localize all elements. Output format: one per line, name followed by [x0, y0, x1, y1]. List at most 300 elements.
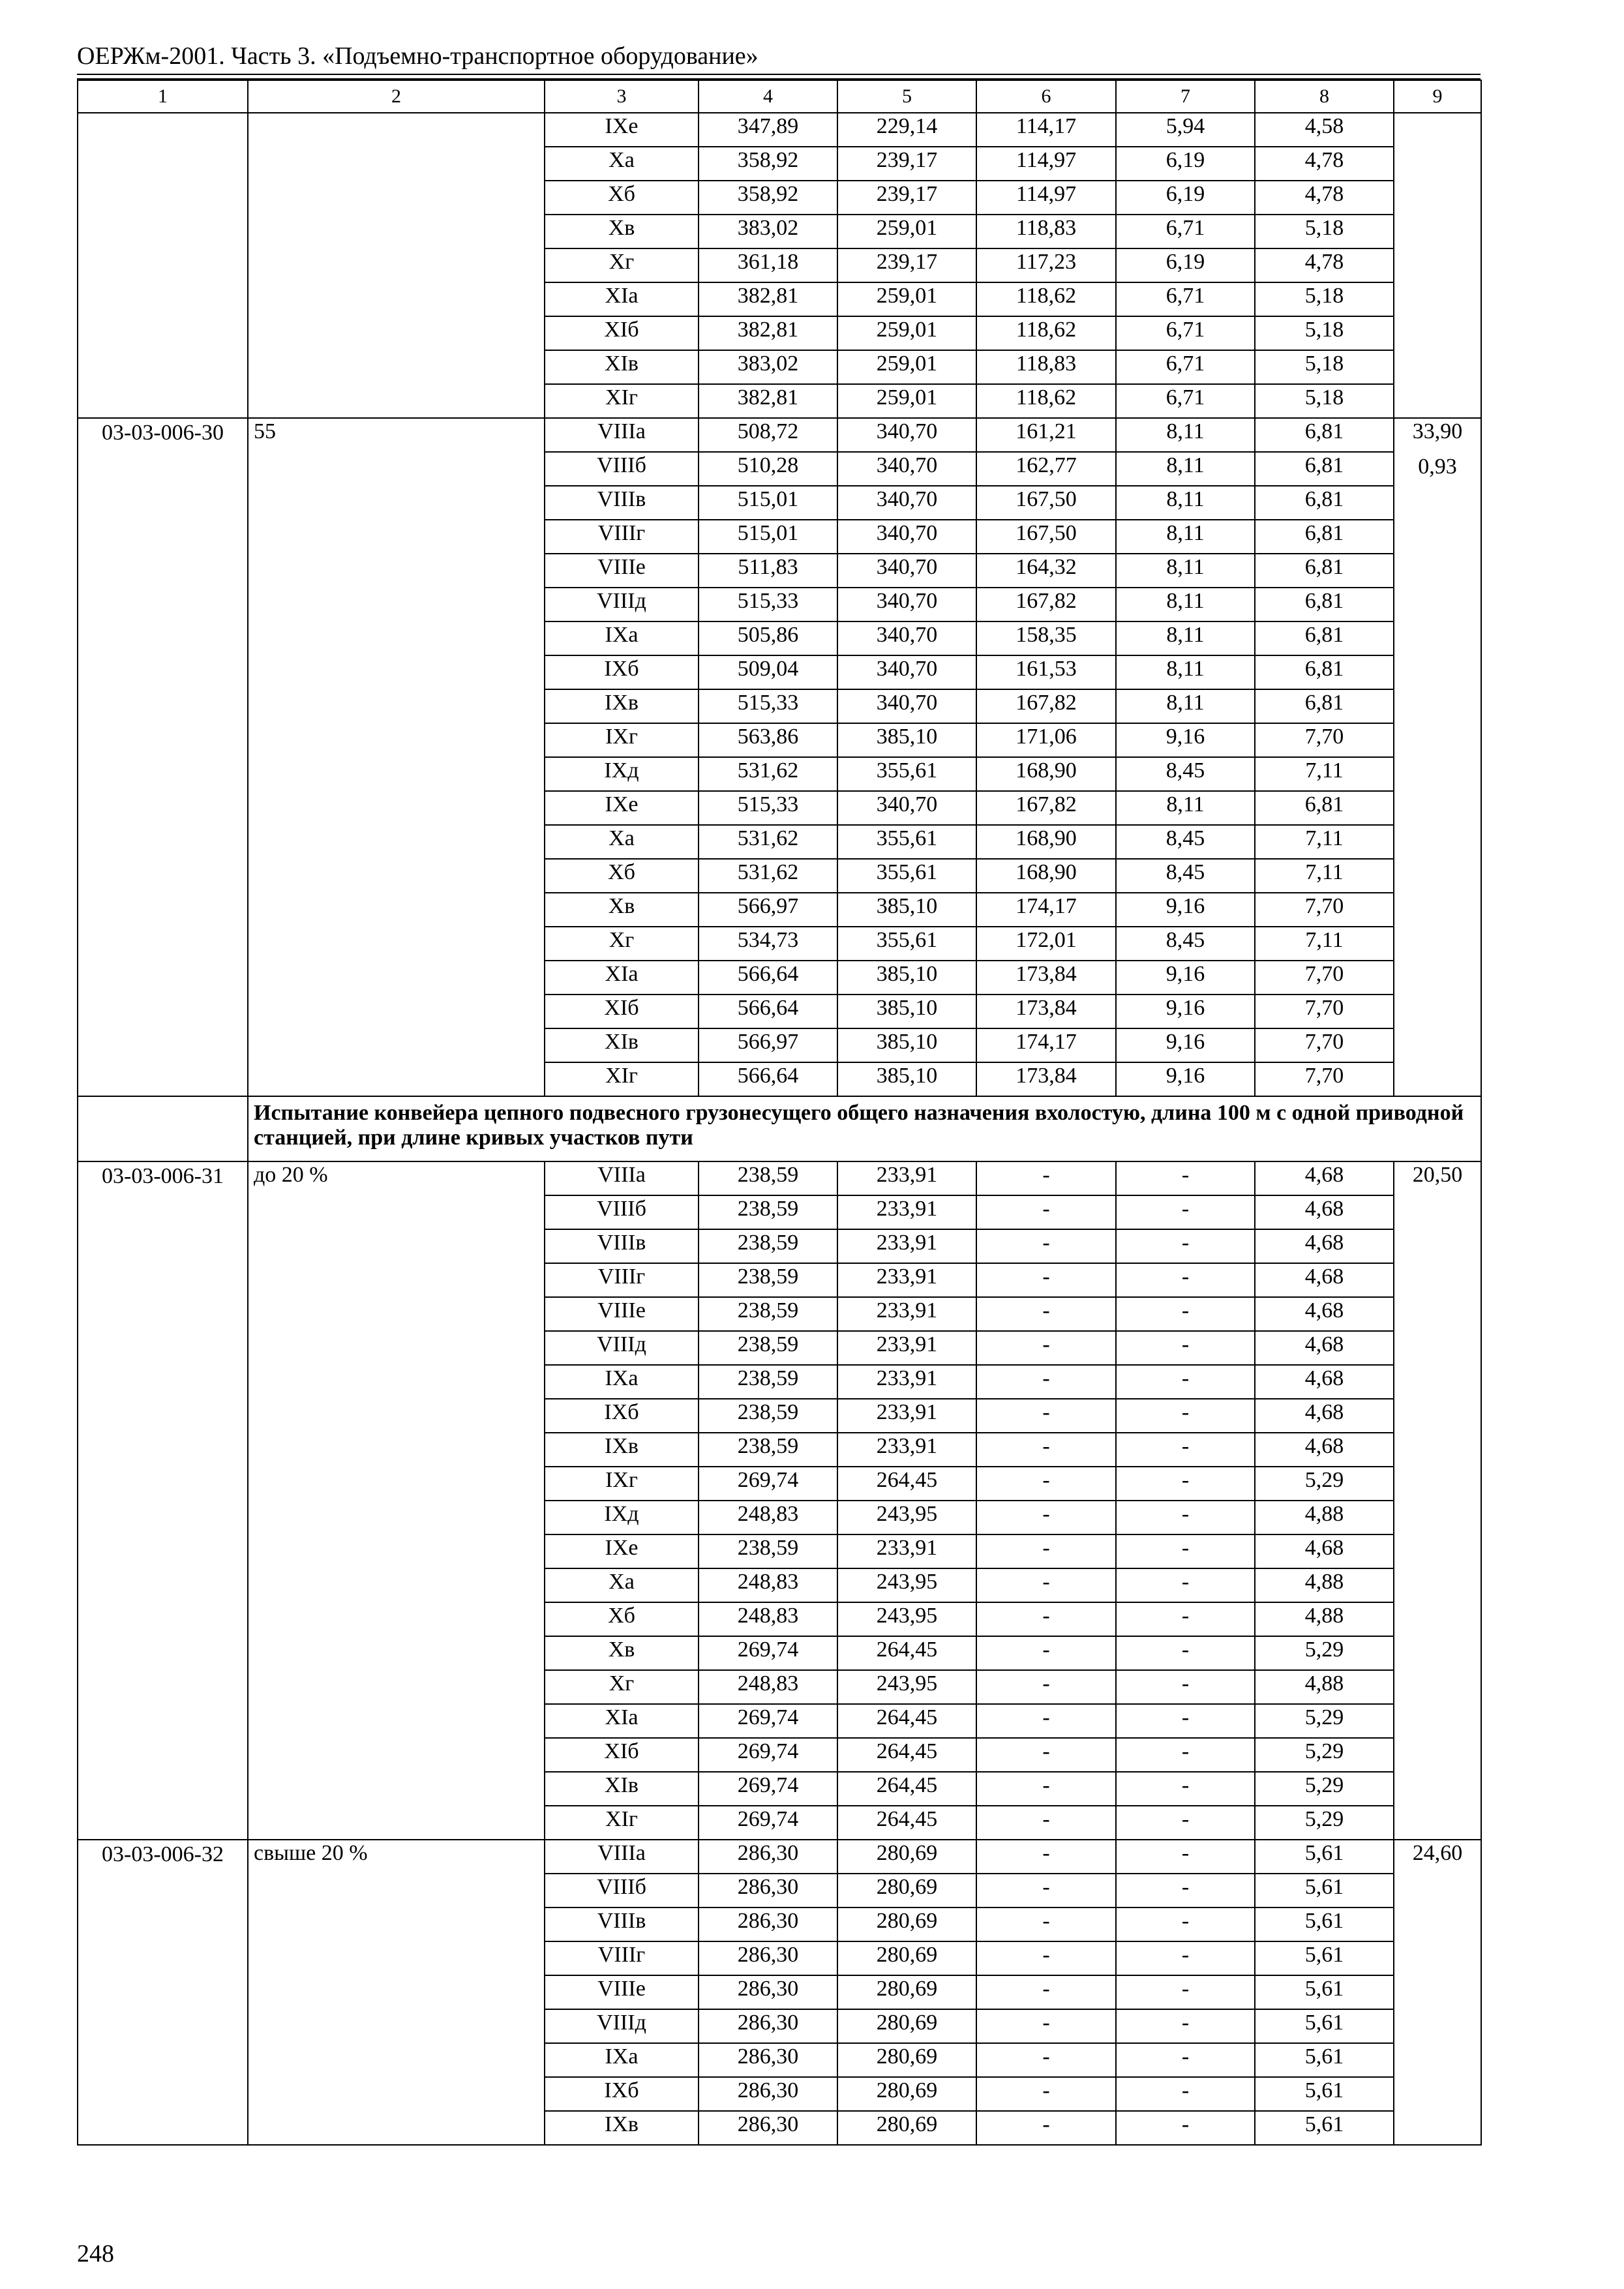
column-number-cell: 6 — [976, 80, 1116, 113]
table-row — [78, 1161, 1481, 1195]
value-cell-col6: - — [976, 1874, 1116, 1908]
value-cell-col8: 5,18 — [1255, 215, 1394, 248]
value-cell-col4: 238,59 — [699, 1365, 837, 1399]
value-cell-col8: 4,68 — [1255, 1399, 1394, 1433]
section-heading: Испытание конвейера цепного подвесного грузонесущего общего назначения вхолостую, длина 100 м с одной приводной станцией, при длине кривых участков пути — [248, 1096, 1481, 1161]
value-cell-col6: - — [976, 2043, 1116, 2077]
header-rule-top — [77, 74, 1481, 75]
value-cell-col4: 238,59 — [699, 1297, 837, 1331]
value-cell-col7: - — [1116, 2043, 1255, 2077]
value-cell-col4: 531,62 — [699, 825, 837, 859]
value-cell-col7: - — [1116, 1908, 1255, 1941]
value-cell-col4: 566,64 — [699, 1062, 837, 1096]
value-cell-col3: IXг — [545, 723, 699, 757]
value-cell-col3: VIIIг — [545, 520, 699, 554]
value-cell-col5: 280,69 — [837, 2043, 976, 2077]
value-cell-col8: 5,61 — [1255, 2077, 1394, 2111]
value-cell-col5: 340,70 — [837, 791, 976, 825]
value-cell-col8: 6,81 — [1255, 554, 1394, 588]
value-cell-col6: 173,84 — [976, 961, 1116, 995]
table-row — [78, 1840, 1481, 1874]
value-cell-col3: XIв — [545, 1028, 699, 1062]
value-cell-col6: - — [976, 2077, 1116, 2111]
value-cell-col7: - — [1116, 2009, 1255, 2043]
value-cell-col8: 7,70 — [1255, 961, 1394, 995]
value-cell-col3: XIa — [545, 1704, 699, 1738]
value-cell-col6: 118,62 — [976, 316, 1116, 350]
value-cell-col4: 515,33 — [699, 588, 837, 621]
value-cell-col5: 233,91 — [837, 1195, 976, 1229]
value-cell-col5: 355,61 — [837, 825, 976, 859]
value-cell-col3: VIIIв — [545, 486, 699, 520]
value-cell-col4: 358,92 — [699, 147, 837, 181]
value-cell-col7: - — [1116, 1975, 1255, 2009]
value-cell-col8: 5,61 — [1255, 2111, 1394, 2145]
value-cell-col4: 238,59 — [699, 1331, 837, 1365]
value-cell-col4: 269,74 — [699, 1738, 837, 1772]
value-cell-col5: 233,91 — [837, 1365, 976, 1399]
value-cell-col3: IXa — [545, 1365, 699, 1399]
labor-cost-value: 24,60 — [1412, 1841, 1463, 1865]
value-cell-col6: 167,50 — [976, 520, 1116, 554]
value-cell-col3: Xa — [545, 147, 699, 181]
value-cell-col7: - — [1116, 1738, 1255, 1772]
value-cell-col4: 269,74 — [699, 1636, 837, 1670]
column-number-cell: 7 — [1116, 80, 1255, 113]
value-cell-col4: 248,83 — [699, 1568, 837, 1602]
value-cell-col8: 6,81 — [1255, 689, 1394, 723]
value-cell-col3: IXг — [545, 1467, 699, 1501]
value-cell-col3: IXe — [545, 1534, 699, 1568]
value-cell-col5: 233,91 — [837, 1399, 976, 1433]
value-cell-col3: XIa — [545, 961, 699, 995]
value-cell-col5: 385,10 — [837, 893, 976, 927]
value-cell-col6: - — [976, 1772, 1116, 1806]
value-cell-col7: - — [1116, 1399, 1255, 1433]
value-cell-col5: 340,70 — [837, 588, 976, 621]
value-cell-col4: 531,62 — [699, 859, 837, 893]
value-cell-col7: - — [1116, 1433, 1255, 1467]
labor-cost-value: 20,50 — [1412, 1163, 1463, 1187]
value-cell-col7: 9,16 — [1116, 893, 1255, 927]
value-cell-col8: 5,61 — [1255, 2009, 1394, 2043]
value-cell-col4: 515,33 — [699, 689, 837, 723]
rate-code-cell: 03-03-006-31 — [78, 1161, 248, 1840]
value-cell-col7: 8,11 — [1116, 554, 1255, 588]
value-cell-col8: 5,18 — [1255, 384, 1394, 418]
value-cell-col5: 233,91 — [837, 1433, 976, 1467]
value-cell-col5: 280,69 — [837, 1941, 976, 1975]
value-cell-col6: - — [976, 2111, 1116, 2145]
value-cell-col5: 385,10 — [837, 723, 976, 757]
value-cell-col8: 7,70 — [1255, 1062, 1394, 1096]
value-cell-col3: IXд — [545, 1501, 699, 1534]
value-cell-col6: 114,97 — [976, 147, 1116, 181]
rate-code-cell: 03-03-006-30 — [78, 418, 248, 1096]
value-cell-col3: VIIIб — [545, 1874, 699, 1908]
value-cell-col3: IXб — [545, 2077, 699, 2111]
value-cell-col5: 340,70 — [837, 418, 976, 452]
value-cell-col7: 6,19 — [1116, 147, 1255, 181]
value-cell-col6: 168,90 — [976, 757, 1116, 791]
value-cell-col6: 167,82 — [976, 689, 1116, 723]
value-cell-col7: 9,16 — [1116, 1028, 1255, 1062]
column-number-row — [78, 80, 1481, 113]
value-cell-col5: 280,69 — [837, 2009, 976, 2043]
value-cell-col5: 355,61 — [837, 927, 976, 961]
value-cell-col8: 5,61 — [1255, 1840, 1394, 1874]
value-cell-col4: 286,30 — [699, 2077, 837, 2111]
value-cell-col8: 7,11 — [1255, 859, 1394, 893]
value-cell-col7: 6,71 — [1116, 282, 1255, 316]
labor-cost-cell — [1394, 1161, 1481, 1840]
value-cell-col7: 8,45 — [1116, 757, 1255, 791]
value-cell-col8: 6,81 — [1255, 621, 1394, 655]
value-cell-col7: 8,11 — [1116, 418, 1255, 452]
value-cell-col8: 4,68 — [1255, 1534, 1394, 1568]
value-cell-col3: VIIIб — [545, 452, 699, 486]
value-cell-col3: Xб — [545, 859, 699, 893]
value-cell-col4: 534,73 — [699, 927, 837, 961]
value-cell-col6: 168,90 — [976, 825, 1116, 859]
value-cell-col6: 162,77 — [976, 452, 1116, 486]
value-cell-col4: 286,30 — [699, 1874, 837, 1908]
value-cell-col7: 8,11 — [1116, 520, 1255, 554]
value-cell-col8: 5,61 — [1255, 1941, 1394, 1975]
value-cell-col5: 385,10 — [837, 1062, 976, 1096]
value-cell-col5: 280,69 — [837, 1975, 976, 2009]
value-cell-col8: 5,18 — [1255, 316, 1394, 350]
section-heading-spacer — [78, 1096, 248, 1161]
value-cell-col8: 4,58 — [1255, 113, 1394, 147]
value-cell-col8: 4,78 — [1255, 147, 1394, 181]
value-cell-col4: 563,86 — [699, 723, 837, 757]
table-row — [78, 113, 1481, 147]
value-cell-col6: 173,84 — [976, 995, 1116, 1028]
value-cell-col4: 238,59 — [699, 1399, 837, 1433]
value-cell-col5: 229,14 — [837, 113, 976, 147]
value-cell-col4: 248,83 — [699, 1602, 837, 1636]
value-cell-col3: Xa — [545, 825, 699, 859]
value-cell-col4: 286,30 — [699, 1840, 837, 1874]
value-cell-col3: XIб — [545, 995, 699, 1028]
value-cell-col7: - — [1116, 1568, 1255, 1602]
value-cell-col7: - — [1116, 1467, 1255, 1501]
value-cell-col6: 118,83 — [976, 215, 1116, 248]
value-cell-col6: - — [976, 1161, 1116, 1195]
value-cell-col4: 248,83 — [699, 1670, 837, 1704]
value-cell-col3: Xг — [545, 927, 699, 961]
value-cell-col6: - — [976, 1263, 1116, 1297]
value-cell-col6: 118,62 — [976, 282, 1116, 316]
value-cell-col4: 510,28 — [699, 452, 837, 486]
value-cell-col5: 385,10 — [837, 1028, 976, 1062]
value-cell-col7: - — [1116, 1161, 1255, 1195]
value-cell-col4: 269,74 — [699, 1467, 837, 1501]
value-cell-col3: XIв — [545, 350, 699, 384]
value-cell-col4: 269,74 — [699, 1772, 837, 1806]
value-cell-col6: - — [976, 1229, 1116, 1263]
column-number-cell: 4 — [699, 80, 837, 113]
value-cell-col4: 269,74 — [699, 1806, 837, 1840]
value-cell-col7: - — [1116, 1229, 1255, 1263]
value-cell-col5: 355,61 — [837, 757, 976, 791]
column-number-cell: 9 — [1394, 80, 1481, 113]
value-cell-col4: 566,64 — [699, 995, 837, 1028]
value-cell-col7: - — [1116, 1195, 1255, 1229]
value-cell-col4: 248,83 — [699, 1501, 837, 1534]
value-cell-col4: 566,97 — [699, 1028, 837, 1062]
value-cell-col7: 6,71 — [1116, 384, 1255, 418]
column-number-cell: 8 — [1255, 80, 1394, 113]
value-cell-col4: 286,30 — [699, 2009, 837, 2043]
value-cell-col5: 243,95 — [837, 1670, 976, 1704]
value-cell-col8: 5,61 — [1255, 1975, 1394, 2009]
value-cell-col4: 515,33 — [699, 791, 837, 825]
value-cell-col5: 233,91 — [837, 1331, 976, 1365]
value-cell-col5: 355,61 — [837, 859, 976, 893]
value-cell-col8: 4,68 — [1255, 1161, 1394, 1195]
value-cell-col8: 7,11 — [1255, 825, 1394, 859]
value-cell-col4: 286,30 — [699, 1975, 837, 2009]
value-cell-col6: 168,90 — [976, 859, 1116, 893]
page-header-title: ОЕРЖм-2001. Часть 3. «Подъемно-транспортное оборудование» — [77, 42, 759, 70]
value-cell-col6: - — [976, 1806, 1116, 1840]
value-cell-col5: 340,70 — [837, 621, 976, 655]
value-cell-col4: 515,01 — [699, 486, 837, 520]
value-cell-col6: - — [976, 1670, 1116, 1704]
table-row — [78, 418, 1481, 452]
value-cell-col5: 233,91 — [837, 1229, 976, 1263]
value-cell-col5: 385,10 — [837, 961, 976, 995]
value-cell-col3: IXв — [545, 689, 699, 723]
value-cell-col6: 171,06 — [976, 723, 1116, 757]
parameter-cell: до 20 % — [248, 1161, 545, 1840]
value-cell-col6: - — [976, 1568, 1116, 1602]
value-cell-col7: - — [1116, 1331, 1255, 1365]
value-cell-col5: 280,69 — [837, 2077, 976, 2111]
value-cell-col7: - — [1116, 1297, 1255, 1331]
value-cell-col7: - — [1116, 1941, 1255, 1975]
value-cell-col6: 161,53 — [976, 655, 1116, 689]
value-cell-col3: XIa — [545, 282, 699, 316]
value-cell-col3: VIIIe — [545, 1975, 699, 2009]
value-cell-col6: 161,21 — [976, 418, 1116, 452]
value-cell-col5: 264,45 — [837, 1636, 976, 1670]
value-cell-col7: 9,16 — [1116, 1062, 1255, 1096]
value-cell-col6: - — [976, 1975, 1116, 2009]
value-cell-col8: 7,11 — [1255, 927, 1394, 961]
value-cell-col7: 8,11 — [1116, 486, 1255, 520]
value-cell-col3: IXв — [545, 1433, 699, 1467]
value-cell-col5: 340,70 — [837, 655, 976, 689]
value-cell-col3: IXв — [545, 2111, 699, 2145]
value-cell-col5: 259,01 — [837, 316, 976, 350]
value-cell-col4: 238,59 — [699, 1263, 837, 1297]
value-cell-col6: - — [976, 1602, 1116, 1636]
value-cell-col8: 7,70 — [1255, 893, 1394, 927]
value-cell-col3: Xв — [545, 215, 699, 248]
value-cell-col3: Xв — [545, 893, 699, 927]
value-cell-col3: VIIIe — [545, 1297, 699, 1331]
value-cell-col7: 8,45 — [1116, 927, 1255, 961]
value-cell-col6: - — [976, 1704, 1116, 1738]
value-cell-col4: 383,02 — [699, 215, 837, 248]
value-cell-col3: VIIIa — [545, 1840, 699, 1874]
column-number-cell: 1 — [78, 80, 248, 113]
value-cell-col5: 239,17 — [837, 181, 976, 215]
value-cell-col6: - — [976, 1534, 1116, 1568]
rate-code-cell: 03-03-006-32 — [78, 1840, 248, 2145]
value-cell-col6: - — [976, 1840, 1116, 1874]
value-cell-col7: - — [1116, 1602, 1255, 1636]
value-cell-col5: 340,70 — [837, 486, 976, 520]
value-cell-col3: Xб — [545, 181, 699, 215]
value-cell-col5: 259,01 — [837, 282, 976, 316]
value-cell-col5: 264,45 — [837, 1772, 976, 1806]
value-cell-col4: 509,04 — [699, 655, 837, 689]
value-cell-col6: - — [976, 1467, 1116, 1501]
value-cell-col6: 174,17 — [976, 1028, 1116, 1062]
value-cell-col8: 6,81 — [1255, 655, 1394, 689]
value-cell-col7: 6,71 — [1116, 316, 1255, 350]
value-cell-col7: 5,94 — [1116, 113, 1255, 147]
value-cell-col3: Xa — [545, 1568, 699, 1602]
value-cell-col4: 358,92 — [699, 181, 837, 215]
value-cell-col3: IXe — [545, 791, 699, 825]
value-cell-col6: - — [976, 1433, 1116, 1467]
value-cell-col8: 5,61 — [1255, 1908, 1394, 1941]
value-cell-col8: 6,81 — [1255, 520, 1394, 554]
value-cell-col3: VIIIa — [545, 418, 699, 452]
value-cell-col6: 117,23 — [976, 248, 1116, 282]
value-cell-col4: 238,59 — [699, 1534, 837, 1568]
value-cell-col7: 6,19 — [1116, 248, 1255, 282]
value-cell-col4: 361,18 — [699, 248, 837, 282]
value-cell-col6: 118,62 — [976, 384, 1116, 418]
value-cell-col4: 383,02 — [699, 350, 837, 384]
value-cell-col8: 6,81 — [1255, 452, 1394, 486]
value-cell-col4: 505,86 — [699, 621, 837, 655]
value-cell-col8: 5,61 — [1255, 2043, 1394, 2077]
column-number-cell: 2 — [248, 80, 545, 113]
value-cell-col5: 243,95 — [837, 1602, 976, 1636]
value-cell-col3: VIIIe — [545, 554, 699, 588]
value-cell-col8: 5,29 — [1255, 1738, 1394, 1772]
value-cell-col3: Xв — [545, 1636, 699, 1670]
page-number: 248 — [77, 2240, 114, 2267]
value-cell-col6: 172,01 — [976, 927, 1116, 961]
value-cell-col7: - — [1116, 2111, 1255, 2145]
value-cell-col6: 114,97 — [976, 181, 1116, 215]
value-cell-col4: 515,01 — [699, 520, 837, 554]
value-cell-col4: 238,59 — [699, 1195, 837, 1229]
value-cell-col8: 4,68 — [1255, 1263, 1394, 1297]
value-cell-col3: IXд — [545, 757, 699, 791]
column-number-cell: 5 — [837, 80, 976, 113]
value-cell-col3: XIв — [545, 1772, 699, 1806]
value-cell-col7: - — [1116, 1365, 1255, 1399]
value-cell-col4: 238,59 — [699, 1229, 837, 1263]
labor-cost-cell — [1394, 418, 1481, 1096]
value-cell-col6: 173,84 — [976, 1062, 1116, 1096]
value-cell-col4: 269,74 — [699, 1704, 837, 1738]
value-cell-col7: - — [1116, 1772, 1255, 1806]
value-cell-col4: 531,62 — [699, 757, 837, 791]
value-cell-col6: - — [976, 1941, 1116, 1975]
value-cell-col6: 174,17 — [976, 893, 1116, 927]
value-cell-col8: 4,78 — [1255, 248, 1394, 282]
value-cell-col3: VIIIд — [545, 588, 699, 621]
value-cell-col4: 566,97 — [699, 893, 837, 927]
rates-table — [77, 80, 1482, 2146]
value-cell-col3: VIIIa — [545, 1161, 699, 1195]
value-cell-col7: 8,45 — [1116, 825, 1255, 859]
value-cell-col6: - — [976, 1195, 1116, 1229]
value-cell-col8: 4,78 — [1255, 181, 1394, 215]
value-cell-col4: 382,81 — [699, 316, 837, 350]
value-cell-col3: XIг — [545, 1806, 699, 1840]
value-cell-col3: XIг — [545, 384, 699, 418]
value-cell-col6: - — [976, 1738, 1116, 1772]
value-cell-col4: 286,30 — [699, 2111, 837, 2145]
value-cell-col4: 508,72 — [699, 418, 837, 452]
value-cell-col5: 259,01 — [837, 384, 976, 418]
labor-cost-cell — [1394, 113, 1481, 418]
parameter-cell — [248, 113, 545, 418]
labor-cost-value: 33,90 — [1412, 419, 1463, 443]
value-cell-col5: 280,69 — [837, 1908, 976, 1941]
value-cell-col6: - — [976, 1331, 1116, 1365]
value-cell-col6: 114,17 — [976, 113, 1116, 147]
value-cell-col7: 6,71 — [1116, 350, 1255, 384]
value-cell-col3: IXб — [545, 1399, 699, 1433]
value-cell-col7: 9,16 — [1116, 995, 1255, 1028]
value-cell-col5: 243,95 — [837, 1501, 976, 1534]
value-cell-col5: 264,45 — [837, 1704, 976, 1738]
value-cell-col4: 347,89 — [699, 113, 837, 147]
value-cell-col5: 233,91 — [837, 1534, 976, 1568]
value-cell-col4: 286,30 — [699, 1908, 837, 1941]
value-cell-col5: 264,45 — [837, 1738, 976, 1772]
value-cell-col8: 6,81 — [1255, 418, 1394, 452]
value-cell-col5: 233,91 — [837, 1161, 976, 1195]
value-cell-col6: - — [976, 1399, 1116, 1433]
value-cell-col5: 239,17 — [837, 147, 976, 181]
value-cell-col7: - — [1116, 1501, 1255, 1534]
value-cell-col6: - — [976, 1636, 1116, 1670]
value-cell-col3: XIб — [545, 1738, 699, 1772]
value-cell-col8: 4,88 — [1255, 1602, 1394, 1636]
value-cell-col6: - — [976, 1365, 1116, 1399]
value-cell-col8: 5,29 — [1255, 1636, 1394, 1670]
value-cell-col8: 4,68 — [1255, 1365, 1394, 1399]
value-cell-col4: 238,59 — [699, 1161, 837, 1195]
value-cell-col8: 4,88 — [1255, 1670, 1394, 1704]
value-cell-col4: 566,64 — [699, 961, 837, 995]
value-cell-col5: 280,69 — [837, 2111, 976, 2145]
value-cell-col3: VIIIг — [545, 1263, 699, 1297]
value-cell-col3: XIг — [545, 1062, 699, 1096]
value-cell-col8: 4,68 — [1255, 1331, 1394, 1365]
value-cell-col6: 167,50 — [976, 486, 1116, 520]
value-cell-col5: 264,45 — [837, 1467, 976, 1501]
value-cell-col8: 6,81 — [1255, 588, 1394, 621]
parameter-cell: свыше 20 % — [248, 1840, 545, 2145]
value-cell-col3: Xг — [545, 1670, 699, 1704]
value-cell-col8: 6,81 — [1255, 486, 1394, 520]
value-cell-col8: 5,29 — [1255, 1467, 1394, 1501]
